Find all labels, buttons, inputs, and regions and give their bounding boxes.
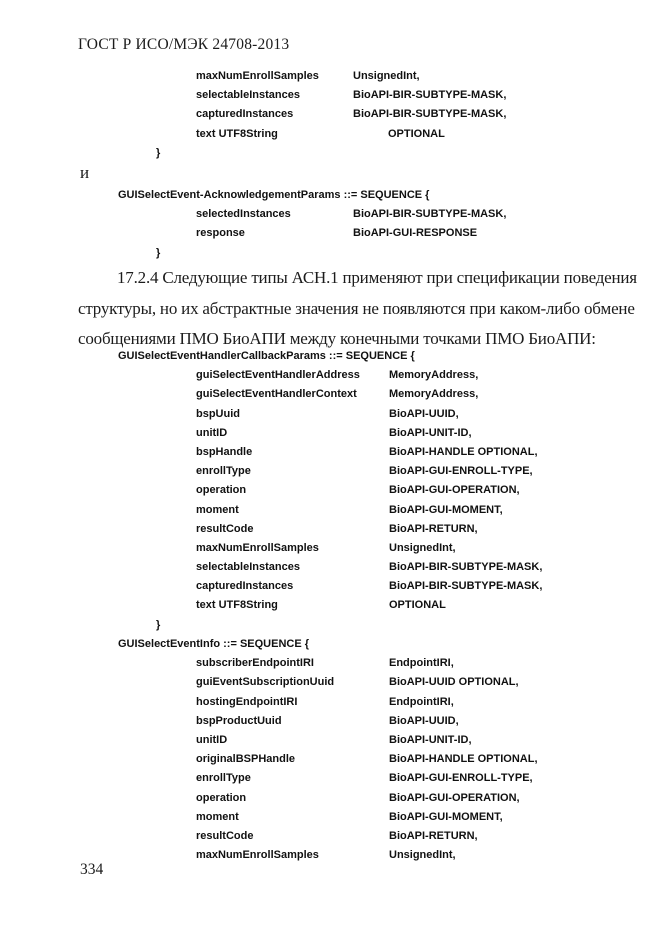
paragraph-line: 17.2.4 Следующие типы АСН.1 применяют при спецификации поведения xyxy=(117,268,637,287)
asn1-field-name: originalBSPHandle xyxy=(196,753,296,766)
asn1-field-type: BioAPI-UUID, xyxy=(389,407,459,420)
asn1-field-name: unitID xyxy=(196,733,228,746)
asn1-field-line xyxy=(0,789,662,808)
asn1-closing-brace-line xyxy=(0,616,662,635)
asn1-field-line xyxy=(0,86,662,105)
asn1-field-line xyxy=(0,443,662,462)
asn1-field-name: maxNumEnrollSamples xyxy=(196,849,319,862)
asn1-field-name: bspUuid xyxy=(196,407,240,420)
asn1-field-type: BioAPI-UUID, xyxy=(389,714,459,727)
page-number: 334 xyxy=(80,861,104,878)
asn1-field-type: OPTIONAL xyxy=(388,127,445,140)
asn1-field-list xyxy=(0,67,662,125)
asn1-field-name: capturedInstances xyxy=(196,108,294,121)
paragraph-17-2-4 xyxy=(78,263,637,355)
asn1-closing-brace-line xyxy=(0,244,662,263)
asn1-field-type: BioAPI-BIR-SUBTYPE-MASK, xyxy=(353,108,507,121)
asn1-sequence-header: GUISelectEventHandlerCallbackParams ::= SEQUENCE { xyxy=(118,350,415,362)
asn1-field-name: guiEventSubscriptionUuid xyxy=(196,676,335,689)
asn1-field-line xyxy=(0,205,662,224)
asn1-field-name: response xyxy=(196,227,245,240)
asn1-field-line xyxy=(0,67,662,86)
asn1-field-name: selectedInstances xyxy=(196,208,291,221)
asn1-field-line xyxy=(0,224,662,243)
asn1-field-name: selectableInstances xyxy=(196,561,300,574)
asn1-field-line xyxy=(0,731,662,750)
asn1-field-line xyxy=(0,105,662,124)
asn1-field-name: resultCode xyxy=(196,522,254,535)
asn1-field-name: guiSelectEventHandlerAddress xyxy=(196,369,360,382)
asn1-sequence-header-line xyxy=(0,347,662,366)
asn1-field-list xyxy=(0,366,662,615)
asn1-field-name: guiSelectEventHandlerContext xyxy=(196,388,357,401)
asn1-field-type: UnsignedInt, xyxy=(353,70,420,82)
asn1-block-acknowledgement-params xyxy=(0,186,662,263)
asn1-field-type: BioAPI-GUI-OPERATION, xyxy=(389,484,520,497)
asn1-field-line xyxy=(0,827,662,846)
asn1-field-type: EndpointIRI, xyxy=(389,657,454,670)
asn1-field-type: BioAPI-GUI-ENROLL-TYPE, xyxy=(389,465,533,478)
asn1-field-name: subscriberEndpointIRI xyxy=(196,657,314,670)
asn1-field-type: BioAPI-BIR-SUBTYPE-MASK, xyxy=(353,89,507,102)
asn1-field-name: hostingEndpointIRI xyxy=(196,695,298,708)
asn1-field-list xyxy=(0,205,662,243)
asn1-field-line xyxy=(0,405,662,424)
asn1-field-name: text UTF8String xyxy=(196,127,278,140)
connector-word: и xyxy=(80,163,90,182)
asn1-field-name: operation xyxy=(196,484,247,497)
asn1-field-name: unitID xyxy=(196,426,228,439)
closing-brace: } xyxy=(156,146,161,159)
asn1-field-name: operation xyxy=(196,791,247,804)
asn1-field-type: BioAPI-GUI-ENROLL-TYPE, xyxy=(389,772,533,785)
asn1-field-line xyxy=(0,769,662,788)
asn1-field-name: text UTF8String xyxy=(196,599,278,612)
asn1-field-type: BioAPI-GUI-RESPONSE xyxy=(353,227,478,240)
asn1-field-line xyxy=(0,424,662,443)
asn1-field-type: OPTIONAL xyxy=(389,599,446,612)
asn1-field-type: BioAPI-HANDLE OPTIONAL, xyxy=(389,753,538,766)
asn1-field-line xyxy=(0,385,662,404)
asn1-field-line xyxy=(0,558,662,577)
closing-brace: } xyxy=(156,246,161,259)
asn1-field-line xyxy=(0,673,662,692)
asn1-closing-brace-line xyxy=(0,144,662,163)
asn1-field-type: BioAPI-BIR-SUBTYPE-MASK, xyxy=(389,561,543,574)
running-header: ГОСТ Р ИСО/МЭК 24708-2013 xyxy=(78,36,290,53)
asn1-sequence-header-line xyxy=(0,186,662,205)
paragraph-line: структуры, но их абстрактные значения не появляются при каком-либо обмене xyxy=(78,298,635,318)
asn1-field-line xyxy=(0,577,662,596)
asn1-field-line xyxy=(0,366,662,385)
asn1-field-name: capturedInstances xyxy=(196,580,294,593)
asn1-field-type: MemoryAddress, xyxy=(389,388,479,401)
asn1-field-name: enrollType xyxy=(196,465,251,478)
asn1-field-line xyxy=(0,539,662,558)
asn1-sequence-header: GUISelectEventInfo ::= SEQUENCE { xyxy=(118,638,310,650)
asn1-field-name: bspHandle xyxy=(196,445,253,458)
asn1-field-line xyxy=(0,693,662,712)
asn1-field-line xyxy=(0,501,662,520)
asn1-field-name: bspProductUuid xyxy=(196,714,282,727)
asn1-field-type: BioAPI-BIR-SUBTYPE-MASK, xyxy=(353,208,507,221)
asn1-field-type: BioAPI-RETURN, xyxy=(389,522,478,535)
asn1-field-type: BioAPI-HANDLE OPTIONAL, xyxy=(389,445,538,458)
asn1-field-name: moment xyxy=(196,503,239,516)
paragraph-line: сообщениями ПМО БиоАПИ между конечными точками ПМО БиоАПИ: xyxy=(78,329,596,349)
asn1-field-line xyxy=(0,596,662,615)
asn1-field-type: BioAPI-BIR-SUBTYPE-MASK, xyxy=(389,580,543,593)
asn1-field-list xyxy=(0,654,662,865)
asn1-field-type: MemoryAddress, xyxy=(389,369,479,382)
asn1-field-type: BioAPI-UNIT-ID, xyxy=(389,733,472,746)
asn1-field-name: maxNumEnrollSamples xyxy=(196,70,319,82)
asn1-field-type: UnsignedInt, xyxy=(389,541,456,554)
asn1-field-type: BioAPI-RETURN, xyxy=(389,829,478,842)
asn1-field-name: enrollType xyxy=(196,772,251,785)
asn1-field-line xyxy=(0,712,662,731)
asn1-field-name: maxNumEnrollSamples xyxy=(196,541,319,554)
asn1-field-line xyxy=(0,808,662,827)
asn1-field-line xyxy=(0,481,662,500)
asn1-field-line xyxy=(0,125,662,144)
asn1-field-line xyxy=(0,462,662,481)
asn1-field-name: selectableInstances xyxy=(196,89,300,102)
asn1-field-type: UnsignedInt, xyxy=(389,849,456,862)
asn1-field-line xyxy=(0,750,662,769)
asn1-field-type: BioAPI-UUID OPTIONAL, xyxy=(389,676,519,689)
asn1-field-type: EndpointIRI, xyxy=(389,695,454,708)
asn1-block-event-info xyxy=(0,635,662,865)
asn1-field-type: BioAPI-UNIT-ID, xyxy=(389,426,472,439)
asn1-field-name: resultCode xyxy=(196,829,254,842)
asn1-field-name: moment xyxy=(196,810,239,823)
asn1-sequence-header-line xyxy=(0,635,662,654)
asn1-block-handler-callback-params xyxy=(0,347,662,635)
asn1-field-line xyxy=(0,654,662,673)
asn1-field-type: BioAPI-GUI-MOMENT, xyxy=(389,503,503,516)
asn1-block-previous-sequence-tail xyxy=(0,67,662,163)
asn1-field-type: BioAPI-GUI-OPERATION, xyxy=(389,791,520,804)
asn1-field-type: BioAPI-GUI-MOMENT, xyxy=(389,810,503,823)
closing-brace: } xyxy=(156,618,161,631)
asn1-field-line xyxy=(0,520,662,539)
asn1-sequence-header: GUISelectEvent-AcknowledgementParams ::= SEQUENCE { xyxy=(118,189,430,201)
